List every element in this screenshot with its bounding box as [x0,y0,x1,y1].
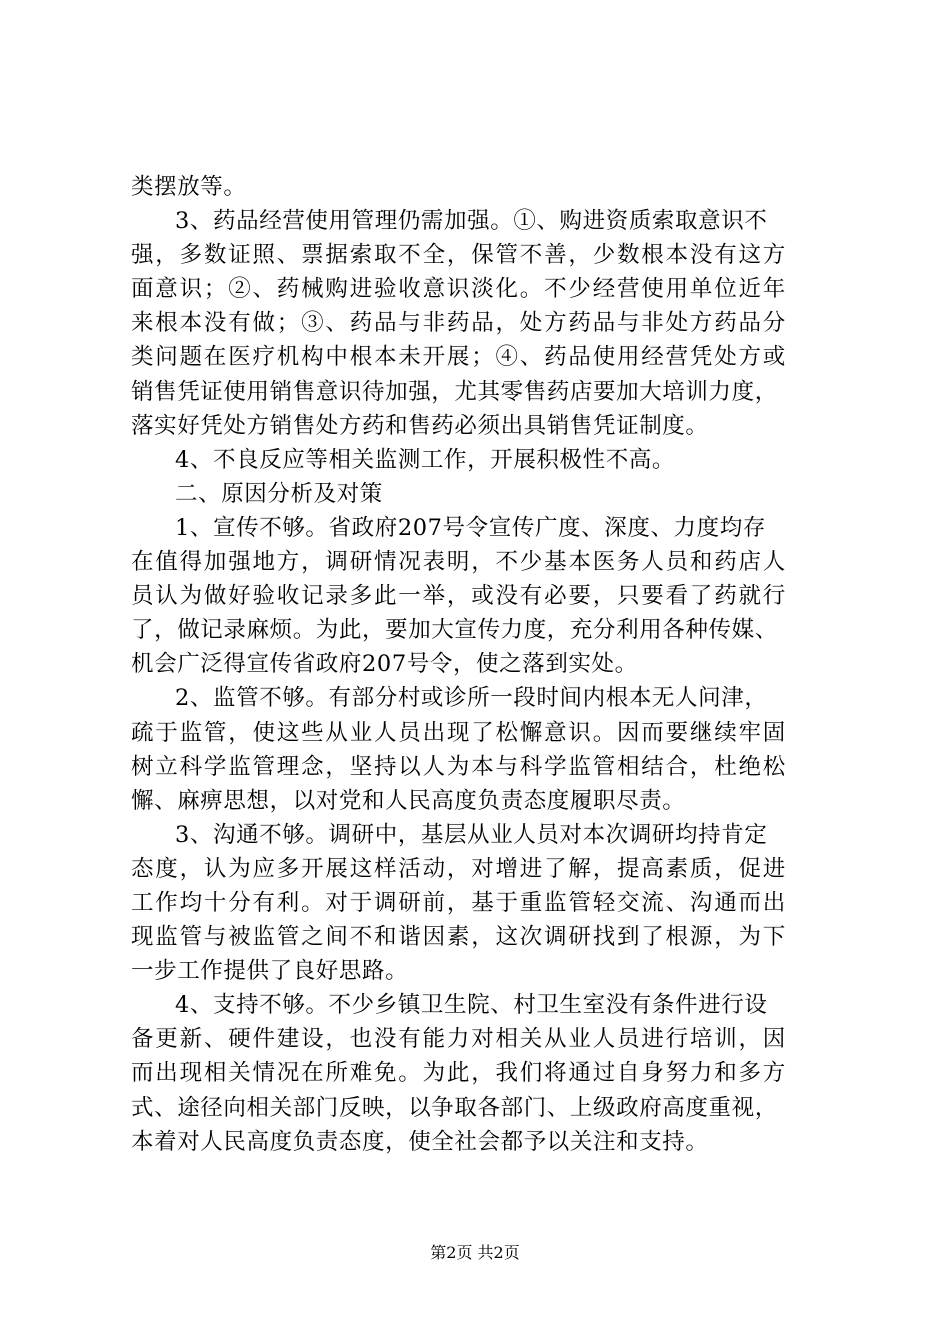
page-footer [0,1243,950,1263]
text-line: 强，多数证照、票据索取不全，保管不善，少数根本没有这方 [131,242,788,269]
text-line: 员认为做好验收记录多此一举，或没有必要，只要看了药就行 [131,583,788,610]
text-line: 树立科学监管理念，坚持以人为本与科学监管相结合，杜绝松 [131,753,788,780]
text-line: 在值得加强地方，调研情况表明，不少基本医务人员和药店人 [131,549,788,576]
text-line: 类问题在医疗机构中根本未开展；④、药品使用经营凭处方或 [131,344,788,371]
document-body [131,170,851,1159]
text-line: 本着对人民高度负责态度，使全社会都予以关注和支持。 [131,1128,709,1155]
text-line: 态度，认为应多开展这样活动，对增进了解，提高素质，促进 [131,855,788,882]
text-line: 销售凭证使用销售意识待加强，尤其零售药店要加大培训力度， [131,378,778,405]
text-line: 4、不良反应等相关监测工作，开展积极性不高。 [175,446,676,473]
text-line: 工作均十分有利。对于调研前，基于重监管轻交流、沟通而出 [131,889,788,916]
text-line: 面意识；②、药械购进验收意识淡化。不少经营使用单位近年 [131,276,788,303]
text-line: 懈、麻痹思想，以对党和人民高度负责态度履职尽责。 [131,787,686,814]
text-line: 疏于监管，使这些从业人员出现了松懈意识。因而要继续牢固 [131,719,788,746]
text-line: 3、沟通不够。调研中，基层从业人员对本次调研均持肯定 [175,821,768,848]
text-line: 3、药品经营使用管理仍需加强。①、购进资质索取意识不 [175,208,768,235]
text-line: 类摆放等。 [131,174,247,200]
section-heading: 二、原因分析及对策 [175,480,383,507]
text-line: 4、支持不够。不少乡镇卫生院、村卫生室没有条件进行设 [175,992,768,1019]
text-line: 一步工作提供了良好思路。 [131,958,409,985]
text-line: 落实好凭处方销售处方药和售药必须出具销售凭证制度。 [131,412,709,439]
text-line: 式、途径向相关部门反映，以争取各部门、上级政府高度重视， [131,1094,778,1121]
page-number: 第2页 共2页 [430,1243,520,1262]
text-line: 1、宣传不够。省政府207号令宣传广度、深度、力度均存 [175,514,766,541]
text-line: 备更新、硬件建设，也没有能力对相关从业人员进行培训，因 [131,1026,788,1053]
text-line: 现监管与被监管之间不和谐因素，这次调研找到了根源，为下 [131,924,788,951]
text-line: 机会广泛得宣传省政府207号令，使之落到实处。 [131,651,638,678]
text-line: 而出现相关情况在所难免。为此，我们将通过自身努力和多方 [131,1060,788,1087]
text-line: 2、监管不够。有部分村或诊所一段时间内根本无人问津， [175,685,768,712]
text-line: 来根本没有做；③、药品与非药品，处方药品与非处方药品分 [131,310,788,337]
text-line: 了，做记录麻烦。为此，要加大宣传力度，充分利用各种传媒、 [131,617,778,644]
